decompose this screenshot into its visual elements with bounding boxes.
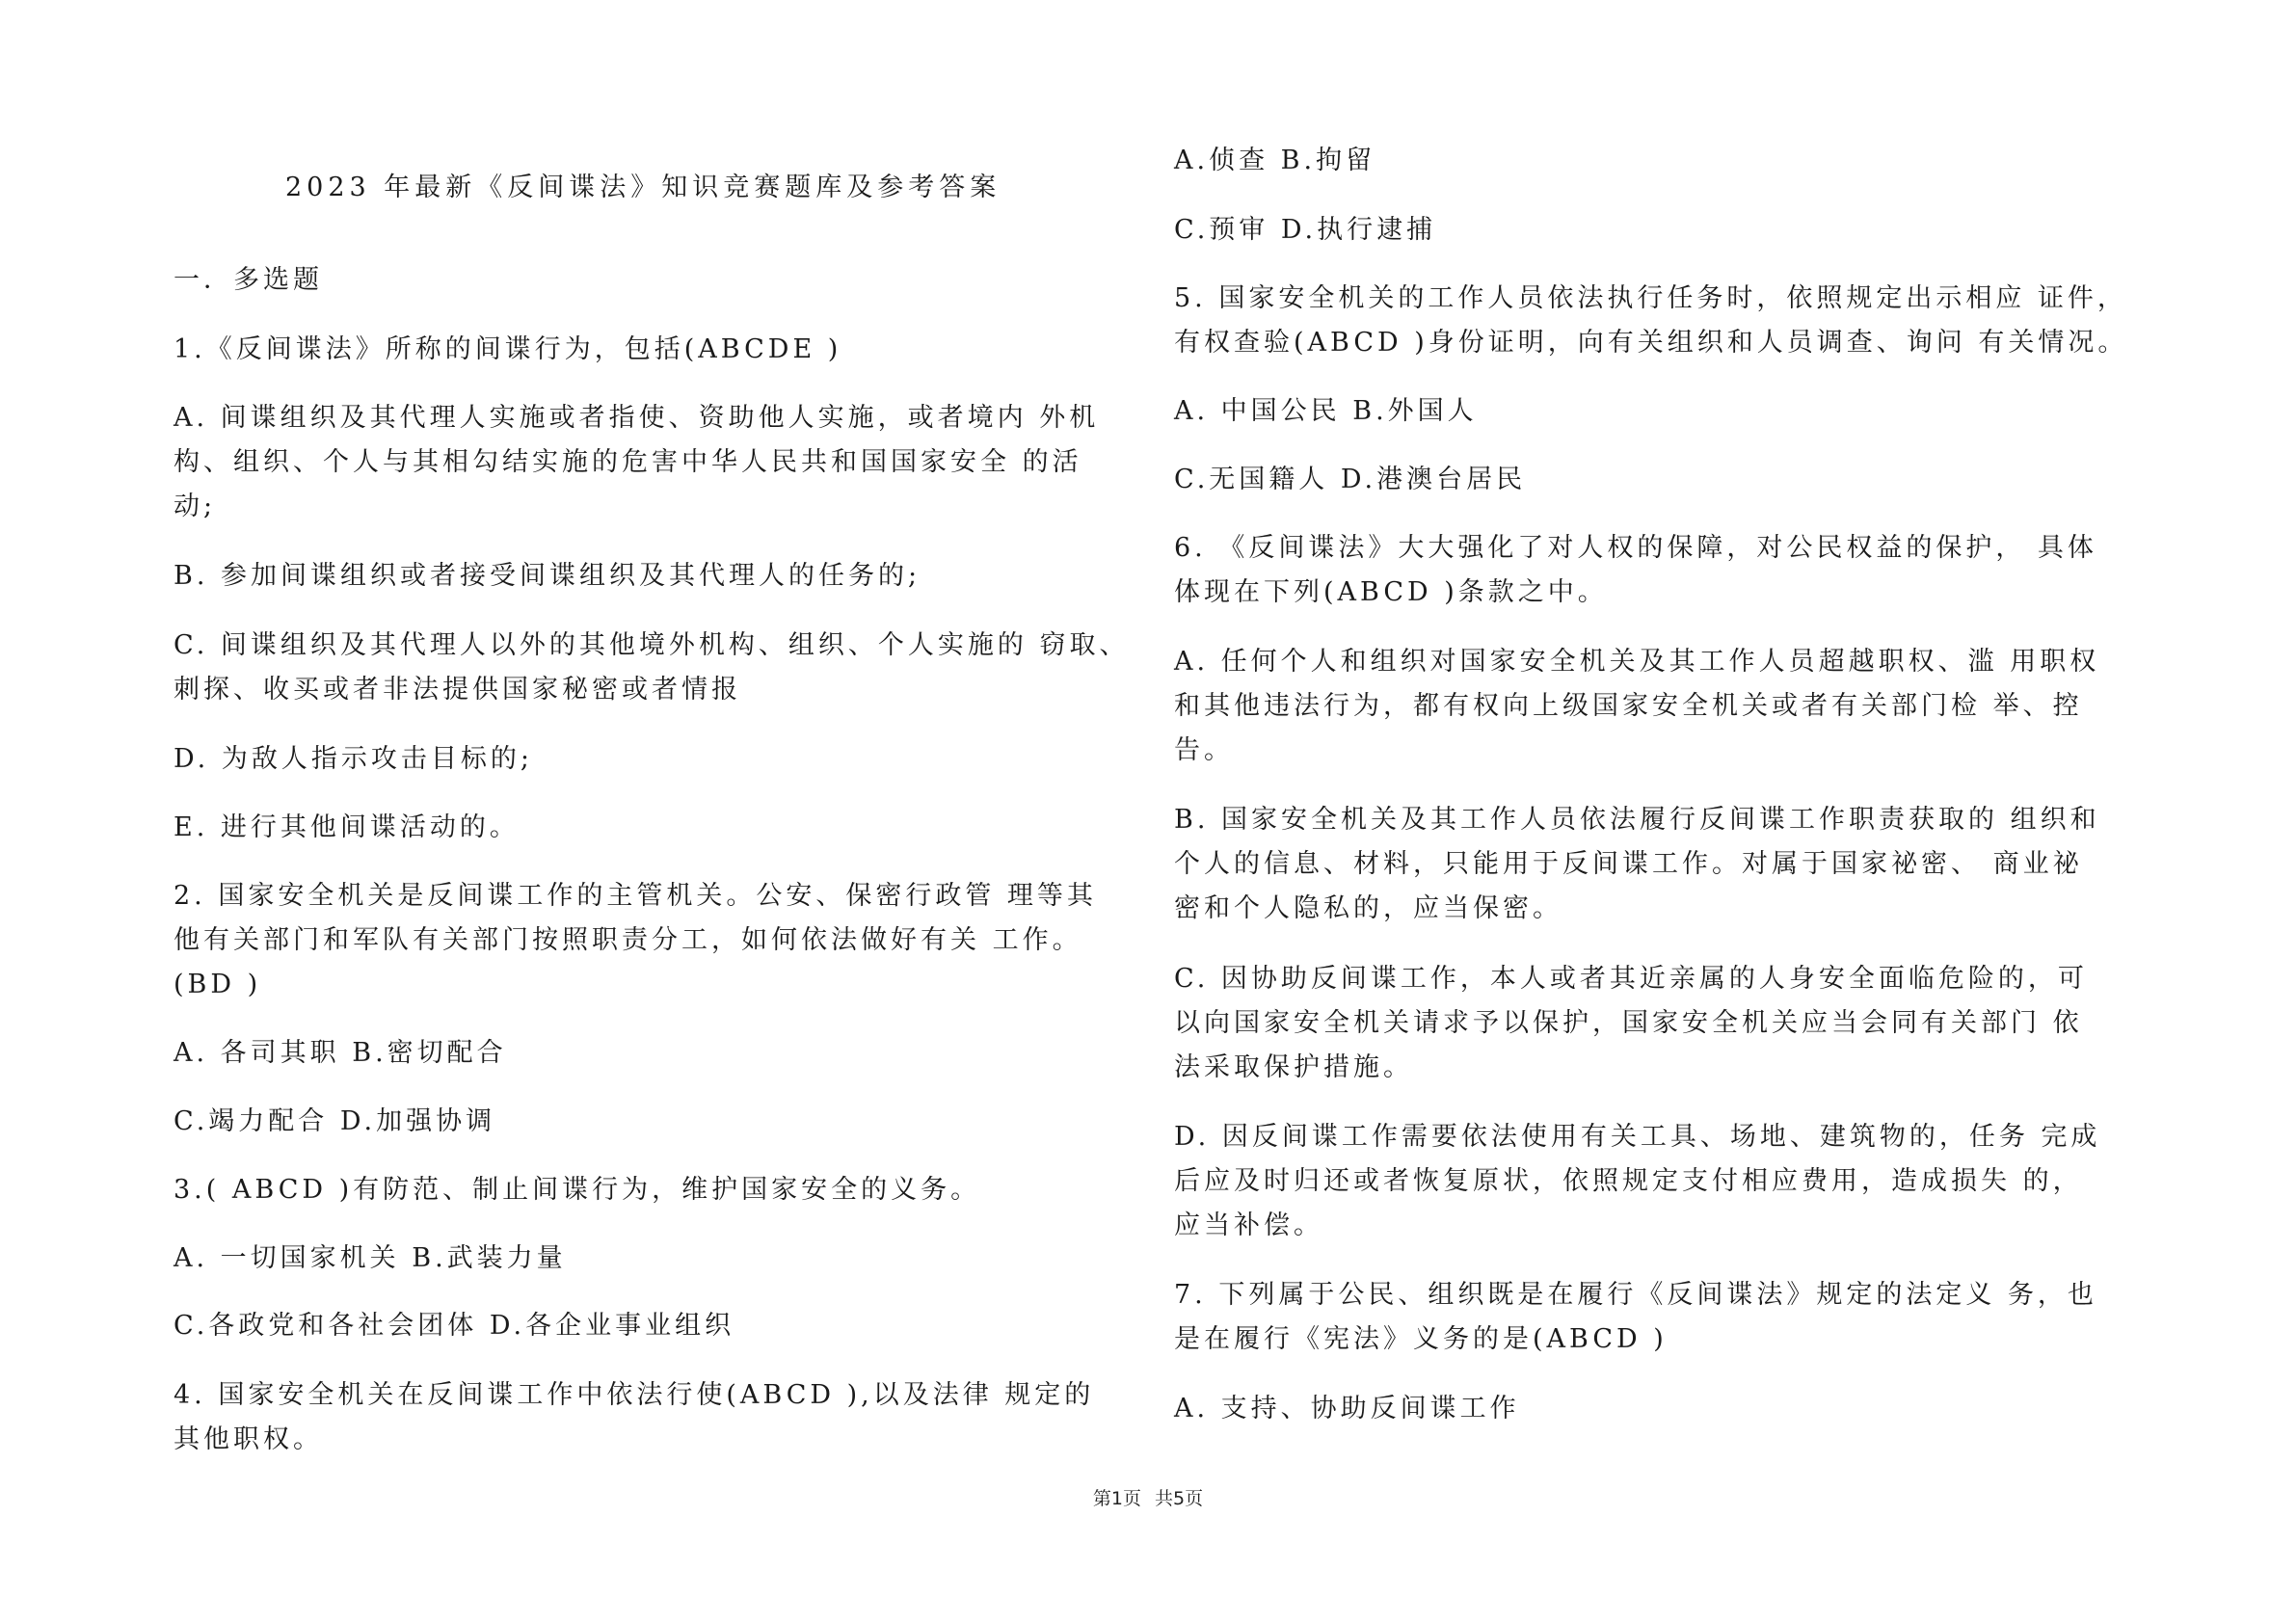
text-line: B. 国家安全机关及其工作人员依法履行反间谍工作职责获取的 组织和	[1174, 805, 2100, 835]
text-line: B. 参加间谍组织或者接受间谍组织及其代理人的任务的;	[174, 561, 921, 591]
text-line: (BD )	[174, 970, 262, 999]
text-line: 1.《反间谍法》所称的间谍行为，包括(ABCDE )	[174, 334, 842, 364]
text-line: A. 一切国家机关 B.武装力量	[174, 1243, 567, 1273]
page-number: 第1页	[1092, 1488, 1141, 1509]
text-line: 后应及时归还或者恢复原状，依照规定支付相应费用，造成损失 的，	[1174, 1166, 2083, 1196]
text-line: C. 间谍组织及其代理人以外的其他境外机构、组织、个人实施的 窃取、	[174, 630, 1130, 660]
text-line: A. 间谍组织及其代理人实施或者指使、资助他人实施，或者境内 外机	[174, 403, 1100, 433]
text-line: 5. 国家安全机关的工作人员依法执行任务时，依照规定出示相应 证件，	[1174, 283, 2127, 313]
text-line: 告。	[1174, 735, 1234, 765]
text-line: A. 任何个人和组织对国家安全机关及其工作人员超越职权、滥 用职权	[1174, 647, 2100, 677]
text-line: 4. 国家安全机关在反间谍工作中依法行使(ABCD ),以及法律 规定的	[174, 1380, 1095, 1410]
page-total: 共5页	[1155, 1488, 1204, 1509]
text-line: 3.( ABCD )有防范、制止间谍行为，维护国家安全的义务。	[174, 1175, 981, 1205]
text-line: 其他职权。	[174, 1424, 323, 1454]
text-line: E. 进行其他间谍活动的。	[174, 812, 520, 842]
text-line: C.各政党和各社会团体 D.各企业事业组织	[174, 1311, 735, 1341]
text-line: 6. 《反间谍法》大大强化了对人权的保障，对公民权益的保护， 具体	[1174, 533, 2097, 563]
text-line: 是在履行《宪法》义务的是(ABCD )	[1174, 1324, 1668, 1354]
text-line: 和其他违法行为，都有权向上级国家安全机关或者有关部门检 举、控	[1174, 691, 2083, 721]
text-line: 法采取保护措施。	[1174, 1052, 1413, 1082]
text-line: 以向国家安全机关请求予以保护，国家安全机关应当会同有关部门 依	[1174, 1008, 2083, 1038]
text-line: 构、组织、个人与其相勾结实施的危害中华人民共和国国家安全 的活	[174, 447, 1082, 477]
text-line: 动;	[174, 492, 217, 521]
document-title: 2023 年最新《反间谍法》知识竞赛题库及参考答案	[285, 173, 1001, 202]
text-line: D. 因反间谍工作需要依法使用有关工具、场地、建筑物的，任务 完成	[1174, 1122, 2101, 1152]
text-line: 体现在下列(ABCD )条款之中。	[1174, 577, 1608, 607]
text-line: 应当补偿。	[1174, 1211, 1323, 1240]
text-line: C. 因协助反间谍工作，本人或者其近亲属的人身安全面临危险的，可	[1174, 964, 2088, 994]
text-line: A. 中国公民 B.外国人	[1174, 396, 1478, 426]
text-line: A. 支持、协助反间谍工作	[1174, 1394, 1520, 1423]
text-line: 有权查验(ABCD )身份证明，向有关组织和人员调查、询问 有关情况。	[1174, 328, 2128, 358]
text-line: 他有关部门和军队有关部门按照职责分工，如何依法做好有关 工作。	[174, 925, 1082, 955]
text-line: A.侦查 B.拘留	[1174, 146, 1376, 175]
text-line: 密和个人隐私的，应当保密。	[1174, 893, 1562, 923]
text-line: 刺探、收买或者非法提供国家秘密或者情报	[174, 675, 741, 705]
text-line: C.竭力配合 D.加强协调	[174, 1106, 496, 1136]
text-line: 个人的信息、材料，只能用于反间谍工作。对属于国家祕密、 商业祕	[1174, 849, 2083, 879]
text-line: C.预审 D.执行逮捕	[1174, 215, 1437, 245]
text-line: D. 为敌人指示攻击目标的;	[174, 744, 533, 774]
text-line: 7. 下列属于公民、组织既是在履行《反间谍法》规定的法定义 务，也	[1174, 1280, 2097, 1310]
page-footer	[0, 1484, 2296, 1510]
text-line: C.无国籍人 D.港澳台居民	[1174, 465, 1527, 494]
section-heading: 一．多选题	[174, 265, 323, 295]
text-line: A. 各司其职 B.密切配合	[174, 1038, 507, 1068]
text-line: 2. 国家安全机关是反间谍工作的主管机关。公安、保密行政管 理等其	[174, 881, 1097, 911]
